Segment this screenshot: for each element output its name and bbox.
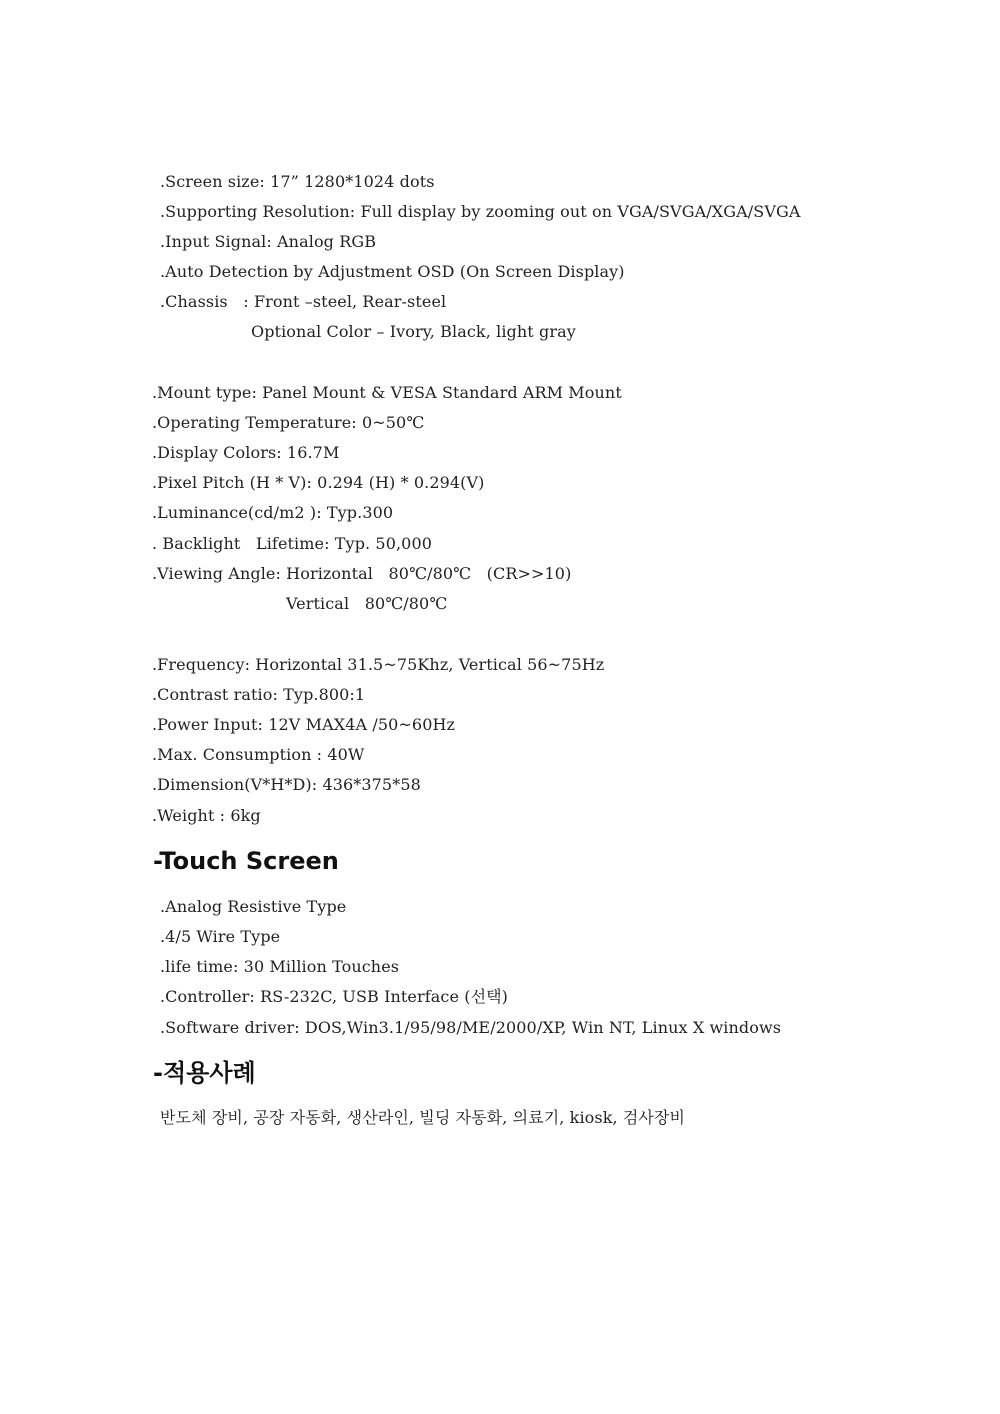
- touch-wire-type: .4/5 Wire Type: [160, 927, 281, 946]
- spec-weight: .Weight : 6kg: [152, 806, 261, 825]
- spec-power-input: .Power Input: 12V MAX4A /50~60Hz: [152, 715, 456, 734]
- applications-examples: 반도체 장비, 공장 자동화, 생산라인, 빌딩 자동화, 의료기, kiosk, 검사장비: [160, 1108, 686, 1127]
- spec-luminance: .Luminance(cd/m2 ): Typ.300: [152, 503, 394, 522]
- spec-max-consumption: .Max. Consumption : 40W: [152, 745, 365, 764]
- spec-display-colors: .Display Colors: 16.7M: [152, 443, 340, 462]
- spec-auto-detection: .Auto Detection by Adjustment OSD (On Screen Display): [160, 262, 625, 281]
- spec-supporting-resolution: .Supporting Resolution: Full display by zooming out on VGA/SVGA/XGA/SVGA: [160, 202, 801, 221]
- spec-chassis: .Chassis : Front –steel, Rear-steel: [160, 292, 447, 311]
- spec-contrast-ratio: .Contrast ratio: Typ.800:1: [152, 685, 366, 704]
- spec-optional-color: Optional Color – Ivory, Black, light gray: [251, 322, 576, 341]
- touch-analog-resistive: .Analog Resistive Type: [160, 897, 347, 916]
- touch-life-time: .life time: 30 Million Touches: [160, 957, 400, 976]
- spec-backlight-lifetime: . Backlight Lifetime: Typ. 50,000: [152, 534, 432, 553]
- spec-screen-size: .Screen size: 17” 1280*1024 dots: [160, 172, 435, 191]
- spec-viewing-angle-horizontal: .Viewing Angle: Horizontal 80℃/80℃ (CR>>10): [152, 564, 572, 583]
- spec-dimension: .Dimension(V*H*D): 436*375*58: [152, 775, 421, 794]
- touch-screen-heading: -Touch Screen: [153, 847, 339, 875]
- spec-operating-temperature: .Operating Temperature: 0~50℃: [152, 413, 425, 432]
- touch-software-driver: .Software driver: DOS,Win3.1/95/98/ME/2000/XP, Win NT, Linux X windows: [160, 1018, 782, 1037]
- spec-mount-type: .Mount type: Panel Mount & VESA Standard ARM Mount: [152, 383, 622, 402]
- touch-controller: .Controller: RS-232C, USB Interface (선택): [160, 987, 509, 1006]
- spec-pixel-pitch: .Pixel Pitch (H * V): 0.294 (H) * 0.294(V): [152, 473, 485, 492]
- applications-heading: -적용사례: [153, 1059, 256, 1087]
- spec-viewing-angle-vertical: Vertical 80℃/80℃: [286, 594, 448, 613]
- spec-frequency: .Frequency: Horizontal 31.5~75Khz, Vertical 56~75Hz: [152, 655, 605, 674]
- spec-input-signal: .Input Signal: Analog RGB: [160, 232, 377, 251]
